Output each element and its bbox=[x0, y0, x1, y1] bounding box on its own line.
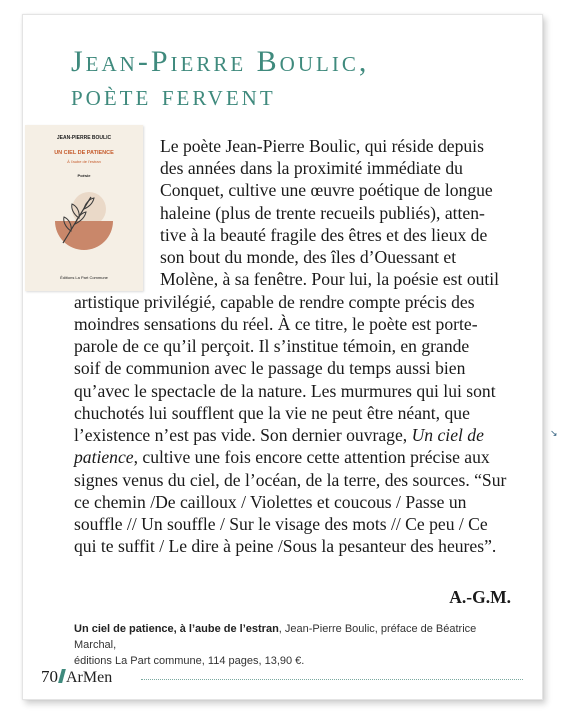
cover-illustration bbox=[51, 187, 117, 253]
body-line: Le poète Jean-Pierre Boulic, qui réside depuis bbox=[160, 136, 484, 156]
body-line: chuchotés lui soufflent que la vie ne peut être néant, que bbox=[74, 403, 470, 423]
cover-author: JEAN-PIERRE BOULIC bbox=[56, 135, 112, 141]
body-line: haleine (plus de trente recueils publiés), atten- bbox=[160, 203, 485, 223]
cover-subtitle: À l'aube de l'estran bbox=[67, 159, 101, 164]
cover-genre: Poésie bbox=[77, 173, 91, 178]
book-title-italic: Un ciel de bbox=[411, 425, 484, 445]
body-line bbox=[74, 446, 490, 468]
brand-slash-icon bbox=[58, 669, 66, 683]
body-line-text: l’existence n’est pas vide. Son dernier ouvrage, bbox=[74, 425, 412, 445]
title-line-2: poète fervent bbox=[71, 79, 276, 112]
body-line: souffle // Un souffle / Sur le visage des mots // Ce peu / Ce bbox=[74, 514, 488, 534]
arrow-mark-icon: ↘ bbox=[550, 428, 558, 438]
body-line: Conquet, cultive une œuvre poétique de longue bbox=[160, 180, 493, 200]
book-cover bbox=[25, 125, 143, 291]
magazine-page bbox=[22, 14, 558, 700]
body-line: signes venus du ciel, de l’océan, de la terre, des sources. “Sur bbox=[74, 470, 507, 490]
body-line: qui te suffit / Le dire à peine /Sous la pesanteur des heures”. bbox=[74, 536, 497, 556]
body-line: ce chemin /De cailloux / Violettes et coucous / Passe un bbox=[74, 492, 467, 512]
body-line: Molène, à sa fenêtre. Pour lui, la poésie est outil bbox=[160, 269, 500, 289]
body-line: parole de ce qu’il perçoit. Il s’institue témoin, en grande bbox=[74, 336, 470, 356]
body-line: des années dans la proximité immédiate du bbox=[160, 158, 463, 178]
arc-shape bbox=[55, 221, 113, 250]
body-line bbox=[74, 424, 484, 446]
article-title bbox=[71, 45, 511, 113]
magazine-brand: ArMen bbox=[66, 669, 113, 686]
body-line: artistique privilégié, capable de rendre compte précis des bbox=[74, 292, 475, 312]
page-number: 70 bbox=[41, 667, 58, 686]
page-footer bbox=[41, 667, 112, 687]
footer-divider bbox=[141, 679, 523, 680]
body-line: soif de communion avec le passage du temps aussi bien bbox=[74, 358, 466, 378]
book-title-italic: patience bbox=[74, 447, 134, 467]
cover-publisher: Éditions La Part Commune bbox=[60, 275, 108, 280]
author-signature: A.-G.M. bbox=[449, 587, 511, 607]
book-caption bbox=[74, 621, 514, 669]
body-line: moindres sensations du réel. À ce titre, le poète est porte- bbox=[74, 314, 478, 334]
caption-details: , Jean-Pierre Boulic, préface de Béatrice Marchal, bbox=[74, 623, 477, 651]
body-line: son bout du monde, des îles d’Ouessant et bbox=[160, 247, 457, 267]
body-line: qu’avec le spectacle de la nature. Les murmures qui lui sont bbox=[74, 381, 496, 401]
body-line-text: , cultive une fois encore cette attention précise aux bbox=[133, 447, 490, 467]
body-line: tive à la beauté fragile des êtres et des lieux de bbox=[160, 225, 488, 245]
title-line-1: Jean-Pierre Boulic, bbox=[71, 45, 370, 78]
cover-title: UN CIEL DE PATIENCE bbox=[54, 150, 114, 156]
caption-book-title: Un ciel de patience, à l’aube de l’estran bbox=[74, 623, 279, 635]
caption-line-1 bbox=[74, 621, 514, 653]
caption-line-2: éditions La Part commune, 114 pages, 13,90 €. bbox=[74, 655, 305, 667]
